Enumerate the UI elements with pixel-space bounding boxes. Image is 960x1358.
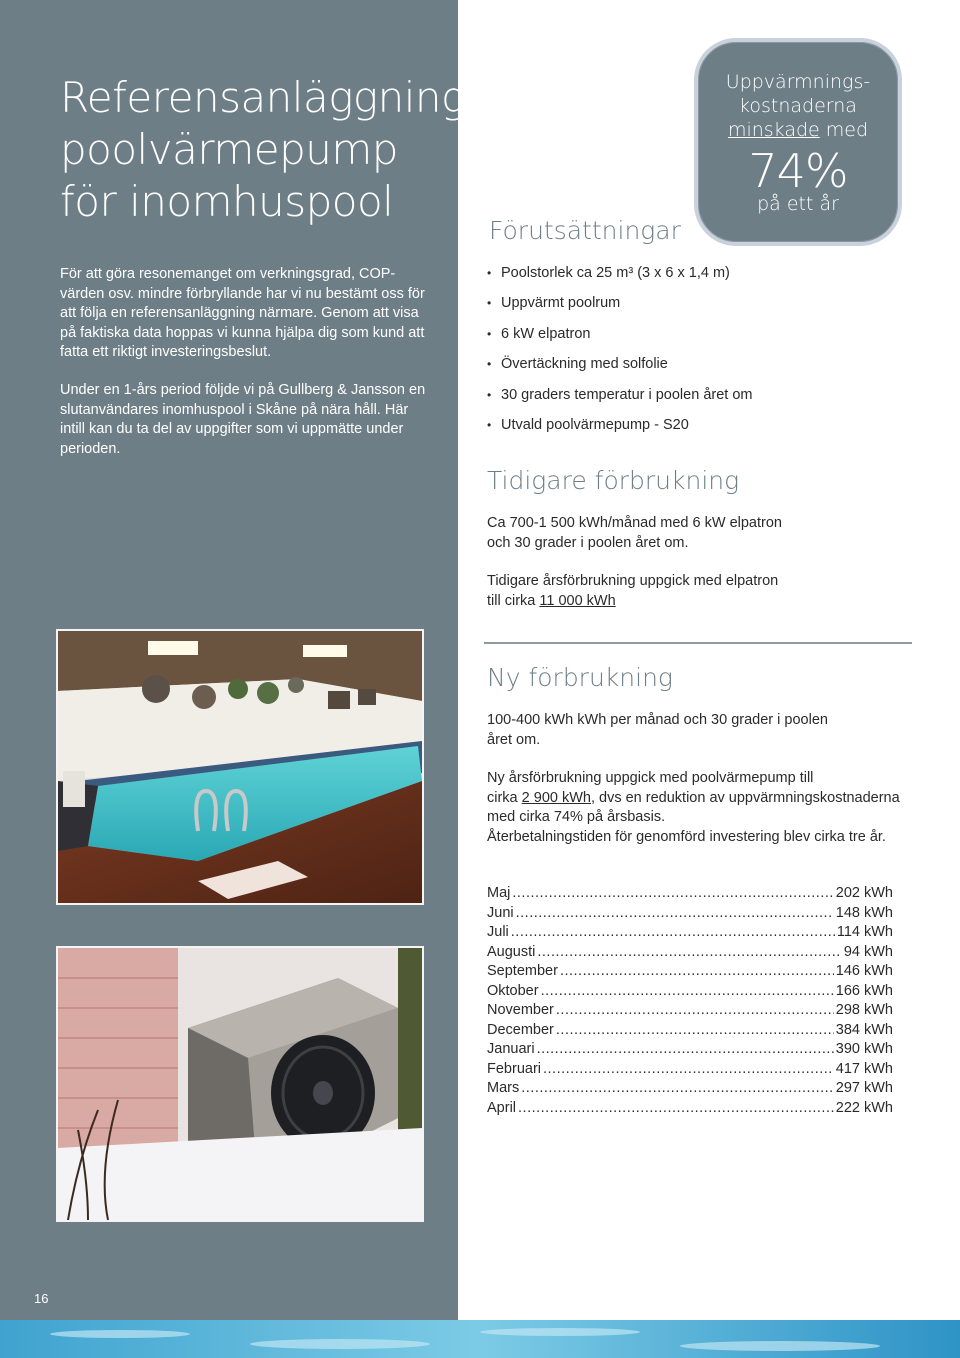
callout-percent: 74% [748,144,848,198]
month-value: 222 kWh [835,1099,893,1116]
leader-dots [521,1079,834,1099]
text-line: och 30 grader i poolen året om. [487,534,689,551]
month-label: Oktober [487,982,539,999]
list-item: • Utvald poolvärmepump - S20 [487,414,752,444]
month-value: 202 kWh [835,885,893,901]
list-item [487,943,893,963]
list-item [487,1060,893,1080]
callout-line-2: kostnaderna [739,95,857,117]
new-annual-value: 2 900 kWh, [521,789,595,806]
list-item [487,1079,893,1099]
monthly-consumption-list [487,884,893,1118]
month-value: 114 kWh [836,924,893,940]
month-label: November [487,1002,554,1018]
leader-dots [518,1099,834,1119]
list-item [487,923,893,943]
title-line-1: Referensanläggning [60,73,466,122]
list-item: • Övertäckning med solfolie [487,353,752,383]
list-item [487,1099,893,1119]
month-value: 148 kWh [835,904,893,921]
text-line: Ca 700-1 500 kWh/månad med 6 kW elpatron [487,515,782,531]
list-item [487,1001,893,1021]
month-label: Mars [487,1080,520,1096]
list-item [487,982,893,1002]
leader-dots [543,1060,834,1080]
month-label: Maj [487,885,511,901]
list-item [487,1021,893,1041]
text-line: året om. [487,731,541,748]
heading-ny: Ny förbrukning [487,663,673,692]
month-value: 166 kWh [835,982,893,999]
text-fragment: cirka [487,789,522,806]
list-item: • Uppvärmt poolrum [487,292,752,322]
leader-dots [556,1001,834,1021]
text-line: Ny årsförbrukning uppgick med poolvärmepump till [487,770,814,786]
text-line: Tidigare årsförbrukning uppgick med elpatron [487,573,779,589]
text-fragment: dvs en reduktion av uppvärmningskostnaderna [595,789,900,806]
heat-pump-image [58,948,422,1220]
prerequisites-list [487,262,752,444]
new-annual-paragraph [487,769,917,847]
page-title [60,72,466,228]
title-line-3: för inomhuspool [60,177,394,226]
leader-dots [512,884,833,904]
month-label: Juni [487,904,514,921]
month-label: September [487,963,558,979]
text-line [487,789,917,809]
list-item [487,904,893,924]
callout-line-3-rest: med [819,119,869,141]
month-value: 94 kWh [843,943,893,960]
month-label: Februari [487,1060,541,1077]
savings-callout [694,38,902,246]
leader-dots [516,904,834,924]
text-fragment: till cirka [487,592,540,609]
page-number: 16 [34,1291,49,1306]
leader-dots [556,1021,834,1041]
left-panel [0,0,466,1320]
month-label: December [487,1021,554,1038]
text-line [487,592,917,612]
list-item: • 6 kW elpatron [487,323,752,353]
new-consumption-paragraph [487,711,917,750]
previous-annual-value: 11 000 kWh [539,592,616,609]
indoor-pool-image [58,631,422,903]
month-value: 298 kWh [835,1002,893,1018]
leader-dots [541,982,834,1002]
month-label: Juli [487,924,509,940]
leader-dots [537,943,841,963]
intro-paragraph-1: För att göra resonemanget om verkningsgrad, COP-värden osv. mindre förbryllande har vi nu bestämt oss för att följa en referensanläggning närmare. Genom att visa på faktiska data hoppas vi kunna hjälpa dig som kund att fatta ett riktigt investeringsbeslut. [60,266,425,360]
intro-paragraph-2: Under en 1-års period följde vi på Gullberg & Jansson en slutanvändares inomhuspool i Skåne på nära håll. Här intill kan du ta del av uppgifter som vi uppmätte under perioden. [60,382,426,457]
heat-pump-photo [56,946,424,1222]
section-divider [484,642,912,644]
leader-dots [511,923,835,943]
water-banner-image [0,1320,960,1358]
list-item [487,884,893,904]
list-item: • 30 graders temperatur i poolen året om [487,384,752,414]
callout-underlined-word: minskade [727,119,820,141]
month-label: Augusti [487,943,536,960]
pool-photo [56,629,424,905]
month-label: April [487,1099,517,1116]
month-value: 390 kWh [835,1041,893,1057]
callout-line-1: Uppvärmnings- [725,71,871,93]
leader-dots [560,962,834,982]
month-label: Januari [487,1041,535,1057]
callout-subtitle: på ett år [757,193,839,215]
heading-forutsattningar: Förutsättningar [489,216,681,245]
callout-line-3 [698,118,898,142]
previous-annual-paragraph [487,572,917,611]
heading-tidigare: Tidigare förbrukning [487,466,740,495]
month-value: 417 kWh [835,1060,893,1077]
title-line-2: poolvärmepump [60,125,398,174]
list-item [487,1040,893,1060]
month-value: 146 kWh [835,963,893,979]
leader-dots [537,1040,834,1060]
list-item [487,962,893,982]
previous-consumption-paragraph [487,514,917,553]
text-line: med cirka 74% på årsbasis. [487,809,666,825]
month-value: 297 kWh [835,1080,893,1096]
month-value: 384 kWh [835,1021,893,1038]
list-item: • Poolstorlek ca 25 m³ (3 x 6 x 1,4 m) [487,262,752,292]
text-line: 100-400 kWh kWh per månad och 30 grader i poolen [487,712,828,728]
text-line: Återbetalningstiden för genomförd investering blev cirka tre år. [487,828,886,845]
